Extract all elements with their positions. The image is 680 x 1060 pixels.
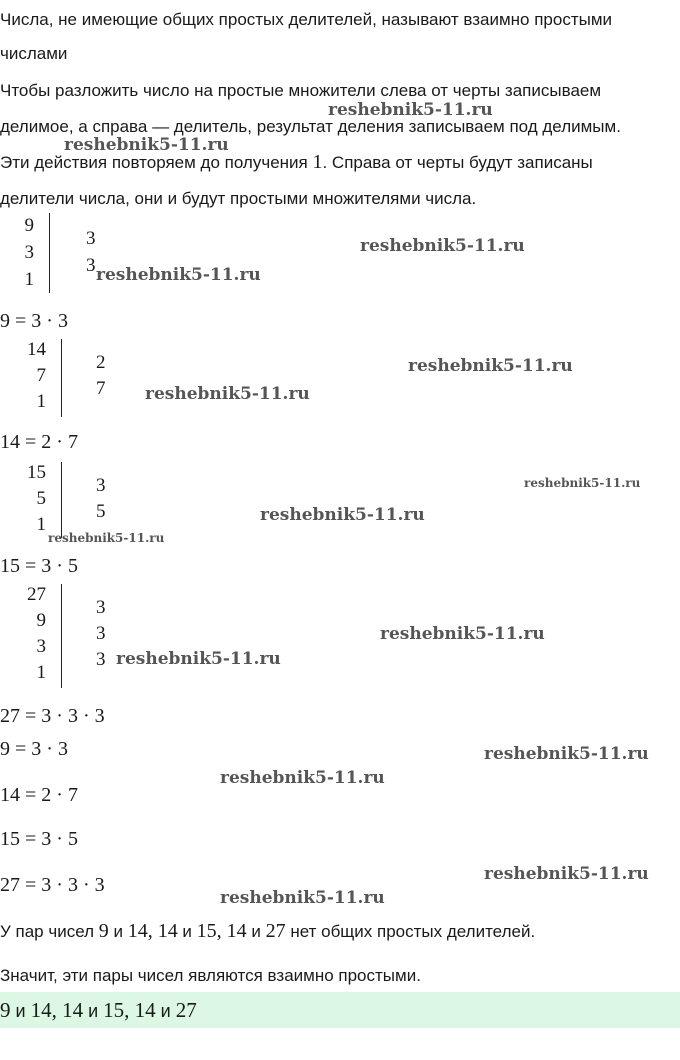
answer-box <box>0 992 680 1028</box>
answer-number: 9 <box>0 998 11 1022</box>
conclusion-number: 15, 14 <box>196 920 247 942</box>
conclusion-number: 14, 14 <box>127 920 178 942</box>
conclusion-text: нет общих простых делителей. <box>285 922 536 941</box>
answer-number: 15, 14 <box>103 998 156 1022</box>
watermark: reshebnik5-11.ru <box>220 768 385 788</box>
conclusion-text: У пар чисел <box>0 922 99 941</box>
watermark: reshebnik5-11.ru <box>328 100 493 120</box>
divisor: 3 <box>96 475 106 496</box>
summary-equation: 9 = 3 · 3 <box>0 738 68 760</box>
divisor: 3 <box>96 649 106 670</box>
division-line <box>49 213 50 293</box>
factorization-result: 27 = 3 · 3 · 3 <box>0 705 105 727</box>
intro-line-5-text-end: . Справа от черты будут записаны <box>322 153 593 172</box>
dividend: 1 <box>36 662 46 683</box>
conclusion-text: и <box>246 922 266 941</box>
watermark: reshebnik5-11.ru <box>145 384 310 404</box>
watermark: reshebnik5-11.ru <box>380 624 545 644</box>
summary-equation: 14 = 2 · 7 <box>0 784 78 806</box>
answer-text <box>0 998 197 1023</box>
watermark: reshebnik5-11.ru <box>524 476 641 490</box>
conclusion-number: 9 <box>98 920 109 942</box>
divisor: 3 <box>86 255 96 276</box>
conclusion-line-1 <box>0 920 535 943</box>
intro-line-6: делители числа, они и будут простыми множителями числа. <box>0 189 477 208</box>
watermark: reshebnik5-11.ru <box>116 649 281 669</box>
watermark: reshebnik5-11.ru <box>48 531 165 545</box>
answer-word: и <box>10 1001 31 1021</box>
intro-line-5-text: Эти действия повторяем до получения <box>0 153 313 172</box>
dividend: 14 <box>27 339 46 360</box>
dividend: 15 <box>27 462 46 483</box>
watermark: reshebnik5-11.ru <box>64 135 229 155</box>
conclusion-text: и <box>177 922 197 941</box>
intro-line-2: числами <box>0 44 68 63</box>
summary-equation: 27 = 3 · 3 · 3 <box>0 874 105 896</box>
factorization-result: 15 = 3 · 5 <box>0 555 78 577</box>
divisor: 3 <box>96 623 106 644</box>
divisor: 3 <box>96 597 106 618</box>
conclusion-text: и <box>108 922 128 941</box>
conclusion-number: 27 <box>265 920 286 942</box>
dividend: 1 <box>36 514 46 535</box>
dividend: 3 <box>24 242 34 263</box>
dividend: 9 <box>24 215 34 236</box>
divisor: 2 <box>96 352 106 373</box>
watermark: reshebnik5-11.ru <box>96 265 261 285</box>
divisor: 3 <box>86 228 96 249</box>
summary-equation: 15 = 3 · 5 <box>0 828 78 850</box>
division-line <box>61 462 62 538</box>
answer-word: и <box>155 1001 176 1021</box>
intro-line-5-number: 1 <box>312 151 323 173</box>
intro-line-4: делимое, а справа — делитель, результат деления записываем под делимым. <box>0 117 621 136</box>
watermark: reshebnik5-11.ru <box>260 505 425 525</box>
factorization-result: 14 = 2 · 7 <box>0 431 78 453</box>
watermark: reshebnik5-11.ru <box>484 744 649 764</box>
division-line <box>61 339 62 417</box>
dividend: 3 <box>36 636 46 657</box>
factorization-result: 9 = 3 · 3 <box>0 310 68 332</box>
dividend: 1 <box>24 269 34 290</box>
intro-line-1: Числа, не имеющие общих простых делителей, называют взаимно простыми <box>0 10 613 29</box>
answer-number: 14, 14 <box>30 998 84 1022</box>
answer-word: и <box>83 1001 104 1021</box>
watermark: reshebnik5-11.ru <box>408 356 573 376</box>
conclusion-line-2: Значит, эти пары чисел являются взаимно простыми. <box>0 966 421 985</box>
intro-line-3: Чтобы разложить число на простые множители слева от черты записываем <box>0 81 602 100</box>
answer-number: 27 <box>175 998 197 1022</box>
dividend: 7 <box>36 365 46 386</box>
dividend: 5 <box>36 488 46 509</box>
divisor: 7 <box>96 378 106 399</box>
watermark: reshebnik5-11.ru <box>220 888 385 908</box>
divisor: 5 <box>96 501 106 522</box>
dividend: 27 <box>27 584 46 605</box>
watermark: reshebnik5-11.ru <box>360 236 525 256</box>
division-line <box>61 584 62 688</box>
dividend: 1 <box>36 391 46 412</box>
watermark: reshebnik5-11.ru <box>484 864 649 884</box>
dividend: 9 <box>36 610 46 631</box>
